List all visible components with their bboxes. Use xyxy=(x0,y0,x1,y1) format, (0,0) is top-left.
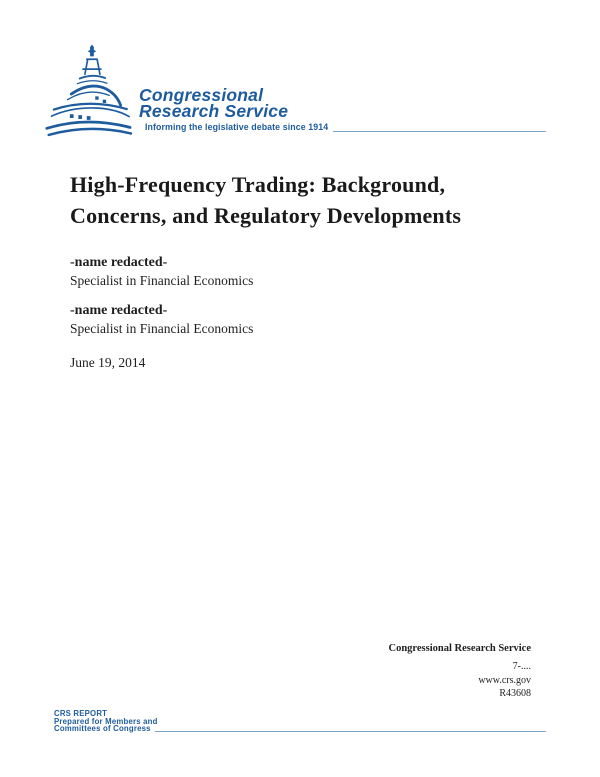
footer-right-block xyxy=(388,642,531,701)
capitol-dome-icon xyxy=(44,33,138,140)
author-1-role: Specialist in Financial Economics xyxy=(70,272,254,288)
footer-prepared-line2: Committees of Congress xyxy=(54,724,151,734)
footer-org-name: Congressional Research Service xyxy=(388,643,531,654)
crs-logo-wordmark xyxy=(139,85,289,121)
footer-website: www.crs.gov xyxy=(478,674,531,686)
footer-prepared-row xyxy=(54,725,546,733)
report-title xyxy=(70,169,461,231)
footer-crs-report-label: CRS REPORT xyxy=(54,709,108,718)
logo-org-line1: Congressional xyxy=(139,85,264,105)
report-title-line1: High-Frequency Trading: Background, xyxy=(70,172,446,197)
author-1 xyxy=(70,254,253,289)
logo-tagline: Informing the legislative debate since 1914 xyxy=(145,122,329,132)
author-2 xyxy=(70,302,253,337)
author-2-name: -name redacted- xyxy=(70,303,168,318)
author-2-role: Specialist in Financial Economics xyxy=(70,320,254,336)
author-1-name: -name redacted- xyxy=(70,255,168,270)
publication-date: June 19, 2014 xyxy=(70,355,146,370)
footer-rule-line xyxy=(155,731,546,732)
footer-left-block xyxy=(54,710,546,733)
tagline-rule-line xyxy=(333,131,546,132)
footer-prepared-line1: Prepared for Members and xyxy=(54,716,158,726)
report-title-line2: Concerns, and Regulatory Developments xyxy=(70,203,462,228)
footer-report-number: R43608 xyxy=(499,688,531,699)
logo-org-line2: Research Service xyxy=(139,100,289,121)
footer-phone: 7-.... xyxy=(512,661,531,672)
byline-block xyxy=(70,254,253,372)
logo-tagline-row xyxy=(145,122,546,133)
